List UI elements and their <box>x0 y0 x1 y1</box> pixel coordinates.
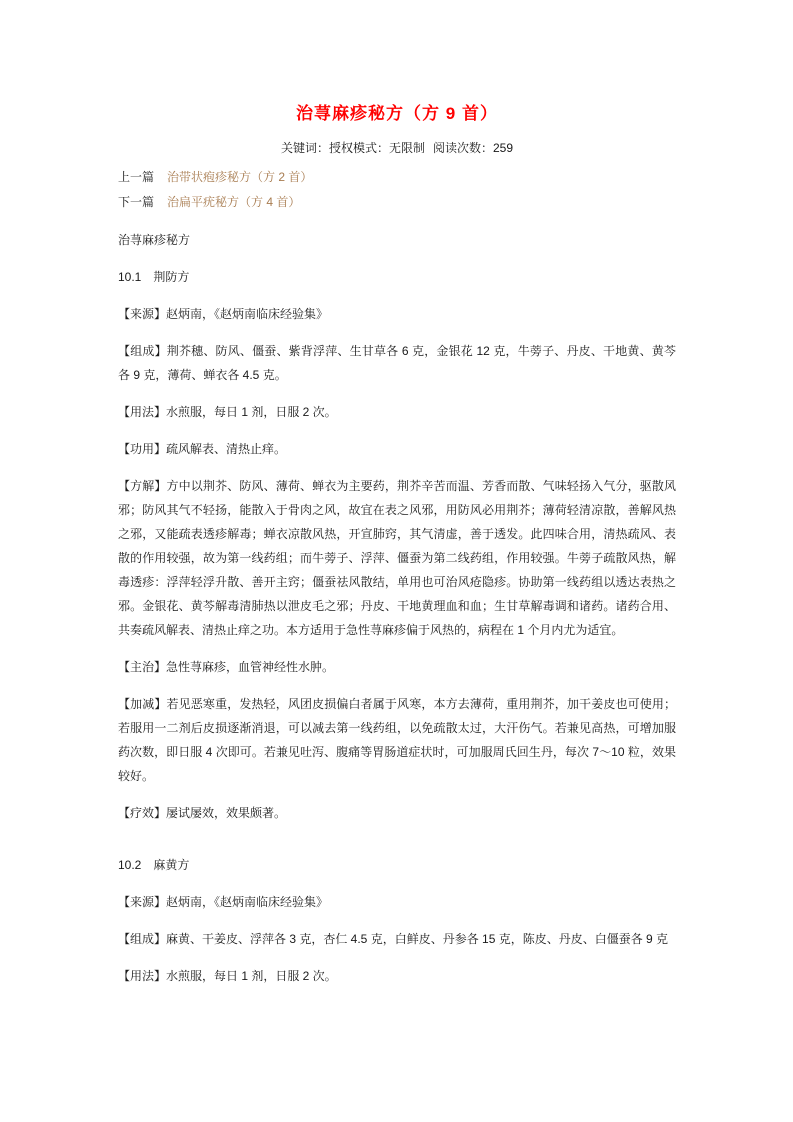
field-analysis: 【方解】方中以荆芥、防风、薄荷、蝉衣为主要药，荆芥辛苦而温、芳香而散、气味轻扬入气分，驱散风邪；防风其气不轻扬，能散入于骨肉之风，故宜在表之风邪，用防风必用荆芥；薄荷轻清凉散，善解风热之邪，又能疏表透疹解毒；蝉衣凉散风热，开宣肺窍，其气清虚，善于透发。此四味合用，清热疏风、表散的作用较强，故为第一线药组；而牛蒡子、浮萍、僵蚕为第二线药组，作用较强。牛蒡子疏散风热，解毒透疹：浮萍轻浮升散、善开主窍；僵蚕祛风散结，单用也可治风疮隐疹。协助第一线药组以透达表热之邪。金银花、黄芩解毒清肺热以泄皮毛之邪；丹皮、干地黄理血和血；生甘草解毒调和诸药。诸药合用、共奏疏风解表、清热止痒之功。本方适用于急性荨麻疹偏于风热的，病程在 1 个月内尤为适宜。 <box>118 479 676 637</box>
prev-label: 上一篇 <box>118 170 155 184</box>
read-count-value: 259 <box>493 141 514 155</box>
field-composition: 【组成】麻黄、干姜皮、浮萍各 3 克，杏仁 4.5 克，白鲜皮、丹参各 15 克，陈皮、丹皮、白僵蚕各 9 克 <box>118 932 669 946</box>
field-source: 【来源】赵炳南，《赵炳南临床经验集》 <box>118 895 329 909</box>
next-label: 下一篇 <box>118 195 155 209</box>
prev-article-row <box>118 165 676 190</box>
field-function: 【功用】疏风解表、清热止痒。 <box>118 442 287 456</box>
article-navigation <box>118 165 676 215</box>
article-intro: 治荨麻疹秘方 <box>118 233 191 247</box>
read-count-label: 阅读次数： <box>432 141 493 155</box>
field-efficacy: 【疗效】屡试屡效，效果颇著。 <box>118 806 287 820</box>
field-indication: 【主治】急性荨麻疹，血管神经性水肿。 <box>118 660 335 674</box>
auth-mode-value: 授权模式：无限制 <box>328 141 425 155</box>
next-article-link[interactable]: 治扁平疣秘方（方 4 首） <box>167 195 301 209</box>
prev-article-link[interactable]: 治带状疱疹秘方（方 2 首） <box>167 170 313 184</box>
field-composition: 【组成】荆芥穗、防风、僵蚕、紫背浮萍、生甘草各 6 克，金银花 12 克，牛蒡子、丹皮、干地黄、黄芩各 9 克，薄荷、蝉衣各 4.5 克。 <box>118 344 676 382</box>
field-usage: 【用法】水煎服，每日 1 剂，日服 2 次。 <box>118 405 337 419</box>
section-heading-2: 10.2 麻黄方 <box>118 858 190 872</box>
field-usage: 【用法】水煎服，每日 1 剂，日服 2 次。 <box>118 969 337 983</box>
section-heading-1: 10.1 荆防方 <box>118 270 190 284</box>
field-modification: 【加减】若见恶寒重，发热轻，风团皮损偏白者属于风寒，本方去薄荷，重用荆芥，加干姜皮也可使用；若服用一二剂后皮损逐渐消退，可以减去第一线药组，以免疏散太过，大汗伤气。若兼见高热，可增加服药次数，即日服 4 次即可。若兼见吐泻、腹痛等胃肠道症状时，可加服周氏回生丹，每次 7～10 粒，效果较好。 <box>118 697 676 783</box>
meta-line <box>118 139 676 157</box>
page-title: 治荨麻疹秘方（方 9 首） <box>296 104 498 123</box>
field-source: 【来源】赵炳南，《赵炳南临床经验集》 <box>118 307 329 321</box>
next-article-row <box>118 190 676 215</box>
keywords-label: 关键词： <box>280 141 329 155</box>
